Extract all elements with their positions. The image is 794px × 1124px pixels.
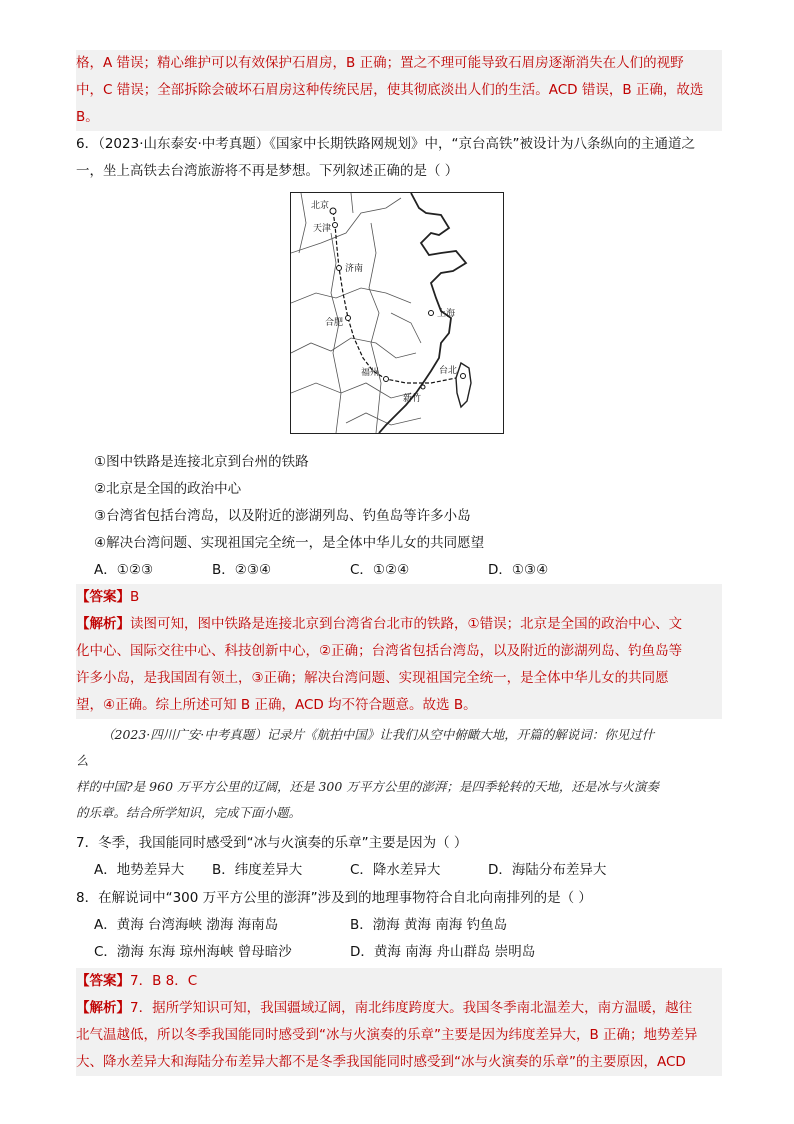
- question-6-stem: [76, 131, 722, 185]
- option-b[interactable]: B．②③④: [212, 562, 272, 578]
- statement-1: ①图中铁路是连接北京到台州的铁路: [94, 454, 309, 470]
- intro-line-2: 么: [76, 753, 89, 768]
- analysis-line: 北气温越低，所以冬季我国能同时感受到“冰与火演奏的乐章”主要是因为纬度差异大，B 正确；地势差异: [76, 1027, 698, 1043]
- question-6-answer-block: [76, 584, 722, 719]
- jinan-marker: [337, 266, 342, 271]
- analysis-label: 【解析】: [76, 616, 130, 632]
- question-7-options: [94, 858, 606, 882]
- question-7-8-answer-block: [76, 968, 722, 1076]
- answer-value: 7．B 8．C: [130, 973, 198, 989]
- question-6-options: [94, 558, 548, 582]
- railway-map-svg: [291, 193, 503, 433]
- beijing-marker: [330, 208, 336, 214]
- xinzhu-marker: [421, 385, 425, 389]
- tianjin-marker: [333, 223, 338, 228]
- analysis-line: 中，C 错误；全部拆除会破坏石眉房这种传统民居，使其彻底淡出人们的生活。ACD 错误，B 正确，故选: [76, 82, 704, 98]
- option-c[interactable]: C．①②④: [350, 562, 410, 578]
- analysis-line: 大、降水差异大和海陆分布差异大都不是冬季我国能同时感受到“冰与火演奏的乐章”的主要原因，ACD: [76, 1054, 686, 1070]
- analysis-label: 【解析】: [76, 1000, 130, 1016]
- label-beijing: 北京: [311, 201, 330, 211]
- answer-line: [76, 584, 722, 611]
- analysis-line: 化中心、国际交往中心、科技创新中心，②正确；台湾省包括台湾岛，以及附近的澎湖列岛、钓鱼岛等: [76, 643, 683, 659]
- option-d[interactable]: D．①③④: [488, 562, 549, 578]
- option-c[interactable]: C．降水差异大: [350, 862, 441, 878]
- statement-3: ③台湾省包括台湾岛，以及附近的澎湖列岛、钓鱼岛等许多小岛: [94, 508, 471, 524]
- analysis-line: 望，④正确。综上所述可知 B 正确，ACD 均不符合题意。故选 B。: [76, 697, 477, 713]
- analysis-text: 读图可知，图中铁路是连接北京到台湾省台北市的铁路，①错误；北京是全国的政治中心、文: [130, 616, 683, 632]
- analysis-text: 7．据所学知识可知，我国疆域辽阔，南北纬度跨度大。我国冬季南北温差大，南方温暖，越往: [130, 1000, 693, 1016]
- analysis-line: [76, 611, 722, 638]
- stem-line: 6．（2023·山东泰安·中考真题）《国家中长期铁路网规划》中，“京台高铁”被设计为八条纵向的主通道之: [76, 136, 696, 152]
- hefei-marker: [346, 316, 351, 321]
- option-d[interactable]: D．黄海 南海 舟山群岛 崇明岛: [350, 944, 536, 960]
- label-tianjin: 天津: [313, 224, 332, 234]
- answer-line: [76, 968, 722, 995]
- analysis-line: 许多小岛，是我国固有领土，③正确；解决台湾问题、实现祖国完全统一，是全体中华儿女的共同愿: [76, 670, 669, 686]
- option-d[interactable]: D．海陆分布差异大: [488, 862, 607, 878]
- analysis-line: [76, 995, 722, 1022]
- city-markers: [330, 208, 466, 389]
- option-b[interactable]: B．渤海 黄海 南海 钓鱼岛: [350, 917, 508, 933]
- label-fuzhou: 福州: [361, 368, 380, 378]
- stem-line: 一，坐上高铁去台湾旅游将不再是梦想。下列叙述正确的是（ ）: [76, 163, 459, 179]
- option-a[interactable]: A．①②③: [94, 562, 154, 578]
- answer-value: B: [130, 589, 140, 605]
- statement-4: ④解决台湾问题、实现祖国完全统一，是全体中华儿女的共同愿望: [94, 535, 485, 551]
- question-8-options-row-1: [94, 913, 507, 937]
- analysis-line: 格，A 错误；精心维护可以有效保护石眉房，B 正确；置之不理可能导致石眉房逐渐消失在人们的视野: [76, 55, 684, 71]
- answer-label: 【答案】: [76, 973, 130, 989]
- option-a[interactable]: A．黄海 台湾海峡 渤海 海南岛: [94, 917, 279, 933]
- label-xinzhu: 新竹: [403, 394, 422, 404]
- option-a[interactable]: A．地势差异大: [94, 862, 185, 878]
- statement-2: ②北京是全国的政治中心: [94, 481, 242, 497]
- option-c[interactable]: C．渤海 东海 琼州海峡 曾母暗沙: [94, 944, 292, 960]
- question-7-stem: 7．冬季，我国能同时感受到“冰与火演奏的乐章”主要是因为（ ）: [76, 835, 468, 851]
- analysis-line: B。: [76, 109, 99, 125]
- label-shanghai: 上海: [437, 309, 456, 319]
- label-jinan: 济南: [345, 264, 364, 274]
- previous-analysis-block: [76, 50, 722, 131]
- label-taibei: 台北: [439, 366, 458, 376]
- question-8-stem: 8．在解说词中“300 万平方公里的澎湃”涉及到的地理事物符合自北向南排列的是（ ）: [76, 890, 592, 906]
- fuzhou-marker: [384, 377, 389, 382]
- shanghai-marker: [429, 311, 434, 316]
- label-hefei: 合肥: [325, 318, 344, 328]
- question-8-options-row-2: [94, 940, 535, 964]
- intro-line-3: 样的中国?是 960 万平方公里的辽阔，还是 300 万平方公里的澎湃；是四季轮转的天地，还是冰与火演奏: [76, 779, 659, 794]
- province-borders: [291, 193, 421, 433]
- option-b[interactable]: B．纬度差异大: [212, 862, 303, 878]
- intro-line-1: （2023·四川广安·中考真题）记录片《航拍中国》让我们从空中俯瞰大地，开篇的解说词：你见过什: [102, 727, 655, 742]
- railway-map: [290, 192, 504, 434]
- taiwan-island: [456, 363, 471, 407]
- intro-line-4: 的乐章。结合所学知识，完成下面小题。: [76, 805, 302, 820]
- answer-label: 【答案】: [76, 589, 130, 605]
- taibei-marker: [461, 374, 466, 379]
